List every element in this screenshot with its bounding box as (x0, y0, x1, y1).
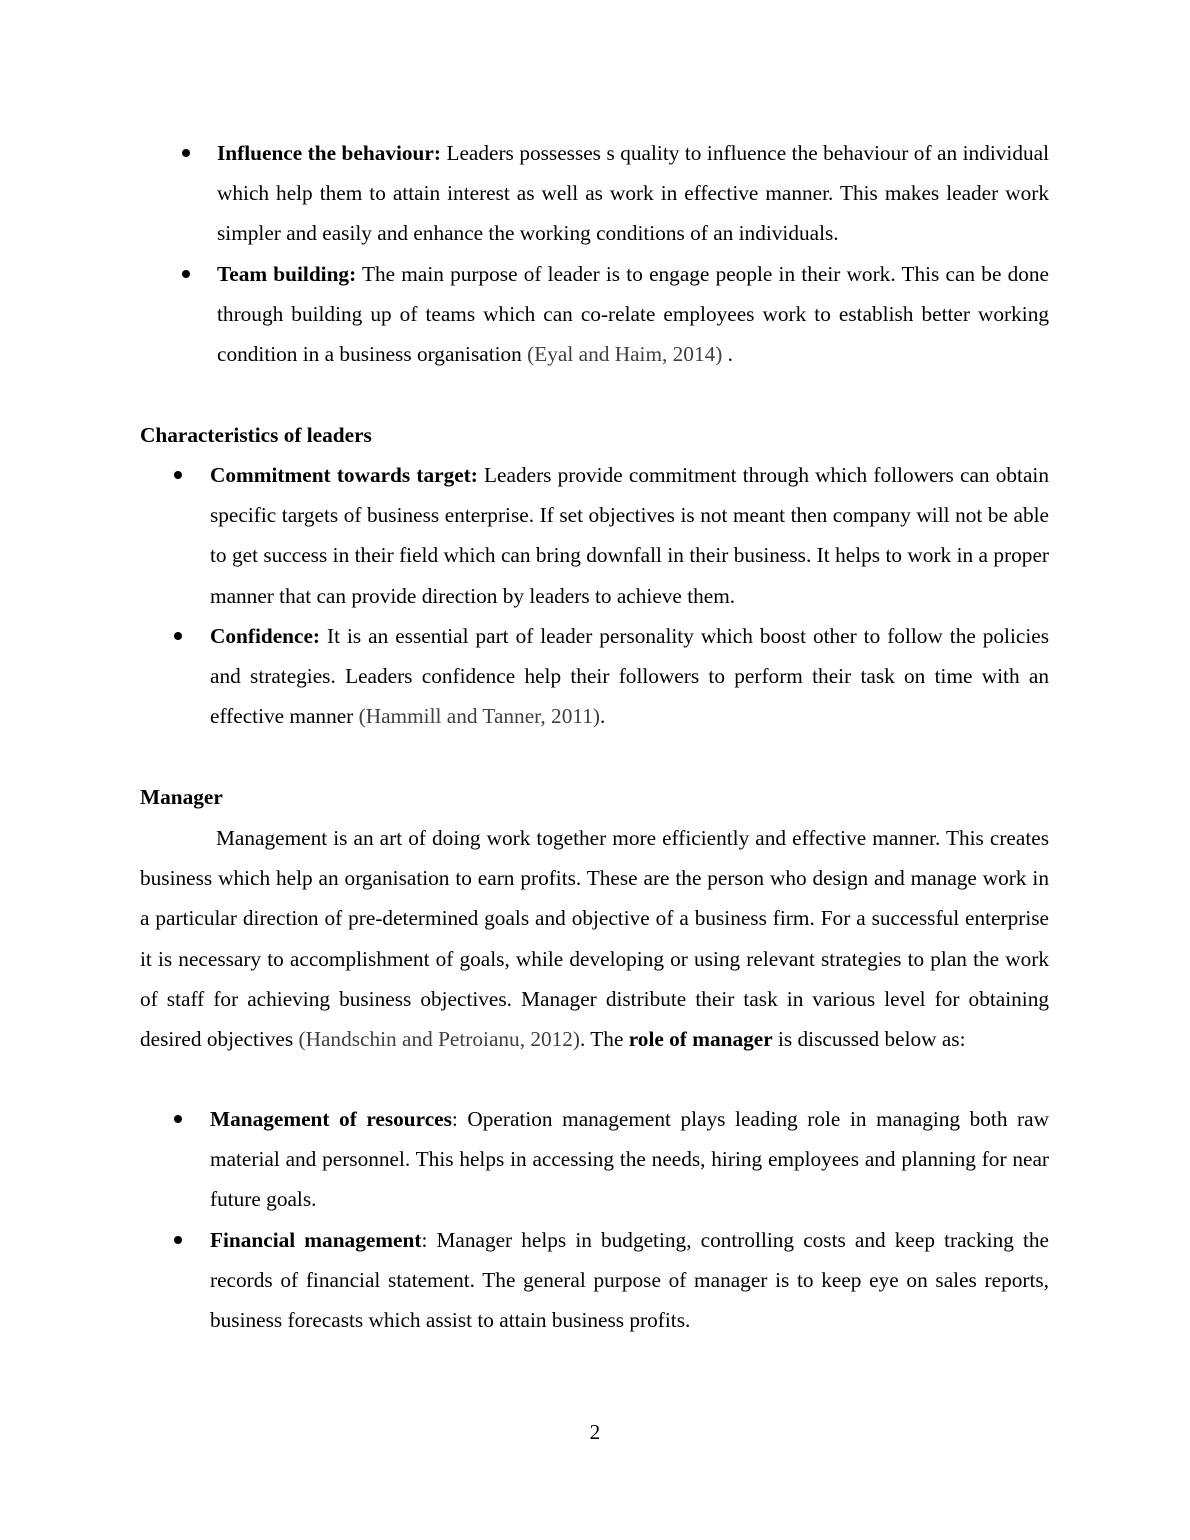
item-term: Financial management (210, 1227, 422, 1252)
item-text: Leaders possesses s quality to influence the behaviour of an individual which help them to attain interest as well as work in effective manner. This makes leader work simpler and easily and enhance the working conditions of an individuals. (217, 141, 1049, 246)
manager-paragraph (140, 818, 1049, 1059)
item-text: : Manager helps in budgeting, controlling costs and keep tracking the records of financial statement. The general purpose of manager is to keep eye on sales reports, business forecasts which assist to attain business profits. (210, 1227, 1049, 1333)
page-number: 2 (589, 1420, 601, 1444)
citation: (Handschin and Petroianu, 2012) (298, 1027, 581, 1052)
item-tail: . (722, 342, 733, 367)
bullet-icon (182, 149, 190, 157)
section-heading-manager: Manager (140, 785, 223, 809)
citation: (Hammill and Tanner, 2011) (358, 704, 600, 729)
bullet-icon (174, 632, 182, 640)
bold-phrase: role of manager (628, 1027, 773, 1052)
bullet-icon (174, 1115, 182, 1123)
item-text: It is an essential part of leader personality which boost other to follow the policies and strategies. Leaders confidence help their followers to perform their task on time with an effective manner (210, 623, 1049, 729)
list-item (172, 616, 1049, 737)
item-term: Management of resources (210, 1107, 452, 1131)
paragraph-ending: is discussed below as: (772, 1027, 966, 1052)
leadership-functions-list (180, 133, 1049, 374)
item-term: Team building: (217, 261, 357, 286)
item-text: The main purpose of leader is to engage people in their work. This can be done through building up of teams which can co-relate employees work to establish better working condition in a business organisation (217, 261, 1049, 367)
item-term: Influence the behaviour: (217, 141, 441, 165)
item-tail: . (599, 704, 606, 729)
bullet-icon (174, 471, 182, 479)
paragraph-text: Management is an art of doing work together more efficiently and effective manner. This creates business which help an organisation to earn profits. These are the person who design and manage work in a particular direction of pre-determined goals and objective of a business firm. For a successful enterprise it is necessary to accomplishment of goals, while developing or using relevant strategies to plan the work of staff for achieving business objectives. Manager distribute their task in various level for obtaining desired objectives (140, 826, 1049, 1052)
bullet-icon (174, 1236, 182, 1244)
list-item (172, 1220, 1049, 1341)
citation: (Eyal and Haim, 2014) (527, 342, 723, 367)
section-heading-characteristics: Characteristics of leaders (140, 423, 372, 447)
item-text: Leaders provide commitment through which followers can obtain specific targets of business enterprise. If set objectives is not meant then company will not be able to get success in their field which can bring downfall in their business. It helps to work in a proper manner that can provide direction by leaders to achieve them. (210, 463, 1049, 608)
list-item (180, 133, 1049, 254)
bullet-icon (182, 270, 190, 278)
list-item (172, 1099, 1049, 1220)
paragraph-text-continued: . The (580, 1027, 629, 1052)
characteristics-list (172, 455, 1049, 736)
item-text: : Operation management plays leading role in managing both raw material and personnel. This helps in accessing the needs, hiring employees and planning for near future goals. (210, 1107, 1049, 1212)
list-item (180, 254, 1049, 375)
manager-roles-list (172, 1099, 1049, 1340)
item-term: Confidence: (210, 623, 321, 648)
item-term: Commitment towards target: (210, 463, 478, 487)
list-item (172, 455, 1049, 616)
